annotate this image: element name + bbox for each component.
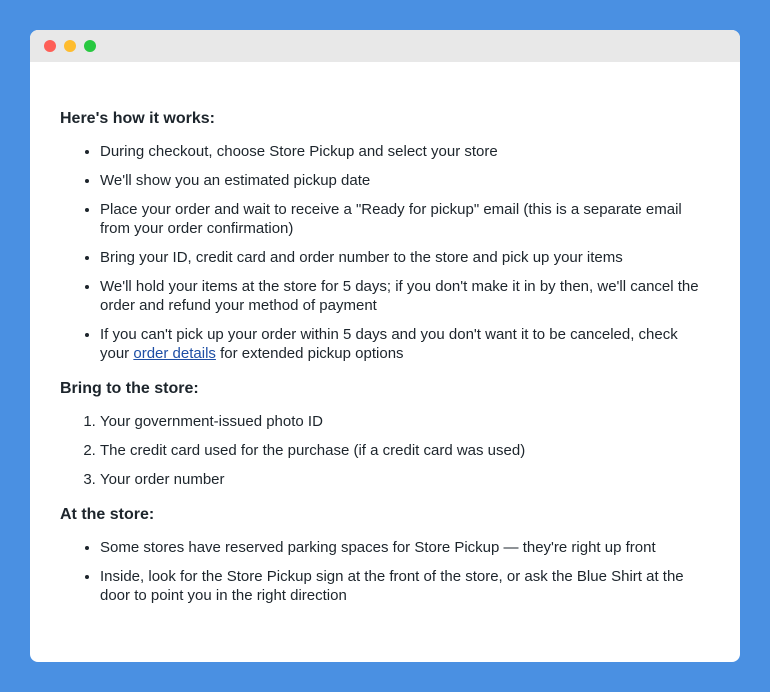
order-details-link[interactable]: order details — [133, 345, 216, 362]
close-window-button[interactable] — [44, 40, 56, 52]
list-item: • We'll show you an estimated pickup date — [100, 171, 710, 190]
list-item: • Place your order and wait to receive a "Ready for pickup" email (this is a separate email from your order confirmation) — [100, 200, 710, 238]
page-content — [30, 62, 740, 605]
list-item: • Inside, look for the Store Pickup sign at the front of the store, or ask the Blue Shirt at the door to point you in the right direction — [100, 567, 710, 605]
bring-to-store-heading: Bring to the store: — [60, 380, 199, 397]
list-item: 2. The credit card used for the purchase (if a credit card was used) — [100, 441, 710, 460]
list-item: • During checkout, choose Store Pickup and select your store — [100, 142, 710, 161]
maximize-window-button[interactable] — [84, 40, 96, 52]
list-item-text: for extended pickup options — [215, 345, 404, 362]
list-item: • We'll hold your items at the store for 5 days; if you don't make it in by then, we'll cancel the order and refund your method of payment — [100, 277, 710, 315]
list-item-text: If you can't pick up your order within 5 days and you don't want it to be canceled, check your — [100, 326, 678, 362]
list-item: 1. Your government-issued photo ID — [100, 412, 710, 431]
at-the-store-list — [60, 538, 710, 605]
list-item: • Bring your ID, credit card and order number to the store and pick up your items — [100, 248, 710, 267]
how-it-works-list — [60, 142, 710, 363]
window-titlebar — [30, 30, 740, 62]
list-item — [100, 325, 710, 363]
at-the-store-heading: At the store: — [60, 506, 155, 523]
list-item: • Some stores have reserved parking spaces for Store Pickup — they're right up front — [100, 538, 710, 557]
bring-to-store-list — [60, 412, 710, 489]
how-it-works-heading: Here's how it works: — [60, 110, 215, 127]
minimize-window-button[interactable] — [64, 40, 76, 52]
list-item: 3. Your order number — [100, 470, 710, 489]
browser-window — [30, 30, 740, 662]
